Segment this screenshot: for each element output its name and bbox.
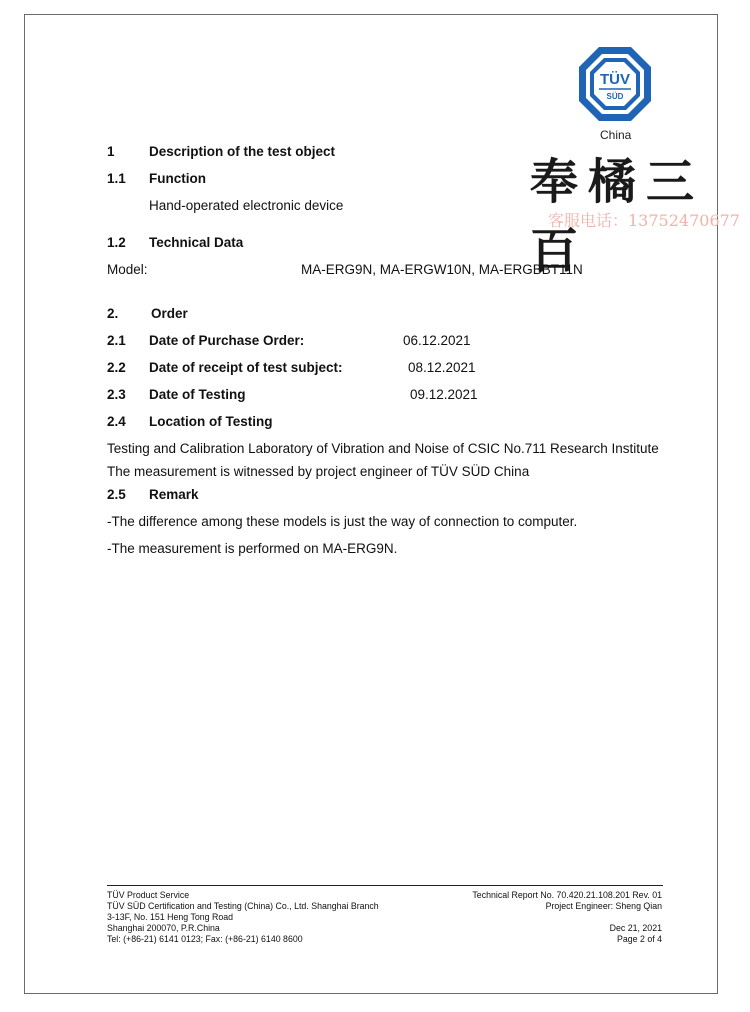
model-label: Model:: [107, 262, 148, 277]
footer-report-info: [472, 890, 662, 945]
model-value: MA-ERG9N, MA-ERGW10N, MA-ERGBBT11N: [301, 262, 583, 277]
section-2-3-number: 2.3: [107, 387, 126, 402]
section-2-4-title: Location of Testing: [149, 414, 273, 429]
footer-page-number: Page 2 of 4: [617, 934, 662, 944]
section-1-2-title: Technical Data: [149, 235, 244, 250]
footer-date: Dec 21, 2021: [609, 923, 662, 933]
location-line-1: Testing and Calibration Laboratory of Vibration and Noise of CSIC No.711 Research Institute: [107, 441, 659, 456]
section-1-2-number: 1.2: [107, 235, 126, 250]
logo-sub-text: SÜD: [606, 92, 624, 101]
remark-line-2: -The measurement is performed on MA-ERG9N.: [107, 541, 398, 556]
footer-rule: [107, 885, 663, 886]
remark-line-1: -The difference among these models is just the way of connection to computer.: [107, 514, 578, 529]
section-2-title: Order: [151, 306, 188, 321]
section-2-5-number: 2.5: [107, 487, 126, 502]
section-1-1-title: Function: [149, 171, 206, 186]
tuv-sud-logo: [577, 45, 653, 123]
section-2-3-title: Date of Testing: [149, 387, 246, 402]
section-2-5-title: Remark: [149, 487, 199, 502]
section-2-2-number: 2.2: [107, 360, 126, 375]
footer-line-4: Shanghai 200070, P.R.China: [107, 923, 220, 933]
footer-line-3: 3-13F, No. 151 Heng Tong Road: [107, 912, 234, 922]
receipt-date: 08.12.2021: [408, 360, 476, 375]
section-2-4-number: 2.4: [107, 414, 126, 429]
section-2-number: 2.: [107, 306, 119, 321]
purchase-order-date: 06.12.2021: [403, 333, 471, 348]
logo-brand-text: TÜV: [600, 71, 630, 88]
location-line-2: The measurement is witnessed by project engineer of TÜV SÜD China: [107, 464, 530, 479]
footer-line-2: TÜV SÜD Certification and Testing (China) Co., Ltd. Shanghai Branch: [107, 901, 379, 911]
testing-date: 09.12.2021: [410, 387, 478, 402]
footer-address: [107, 890, 379, 945]
watermark-name: 奉橘三百: [530, 154, 705, 279]
section-2-2-title: Date of receipt of test subject:: [149, 360, 343, 375]
section-1-title: Description of the test object: [149, 144, 336, 159]
section-1-number: 1: [107, 144, 115, 159]
logo-region: China: [600, 128, 632, 142]
footer-line-5: Tel: (+86-21) 6141 0123; Fax: (+86-21) 6140 8600: [107, 934, 303, 944]
section-2-1-number: 2.1: [107, 333, 126, 348]
footer-line-1: TÜV Product Service: [107, 890, 190, 900]
section-2-1-title: Date of Purchase Order:: [149, 333, 305, 348]
section-1-1-number: 1.1: [107, 171, 126, 186]
function-text: Hand-operated electronic device: [149, 198, 344, 213]
footer-report-number: Technical Report No. 70.420.21.108.201 Rev. 01: [472, 890, 662, 900]
footer-engineer: Project Engineer: Sheng Qian: [545, 901, 662, 911]
watermark-phone: 客服电话：13752470677: [548, 211, 740, 230]
